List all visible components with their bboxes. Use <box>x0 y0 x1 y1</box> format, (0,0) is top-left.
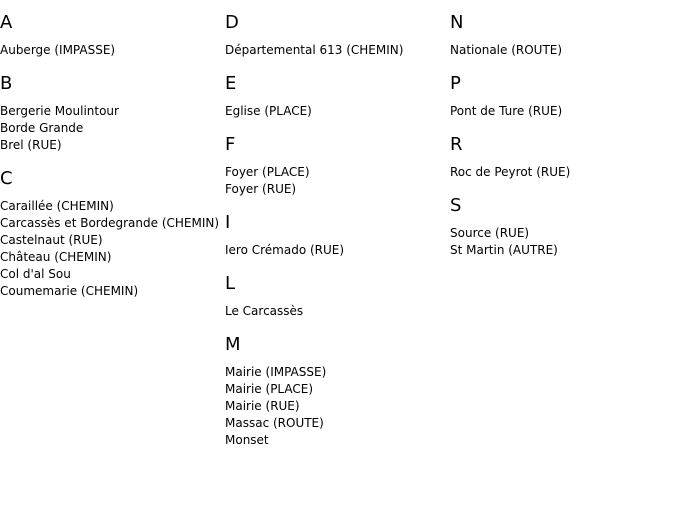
street-list <box>225 364 447 449</box>
street-item <box>450 164 672 181</box>
street-list <box>0 42 222 59</box>
street-link[interactable]: Coumemarie (CHEMIN) <box>0 284 139 298</box>
letter-heading: L <box>225 273 236 294</box>
street-item <box>450 103 672 120</box>
street-item <box>0 198 222 215</box>
letter-group <box>225 12 447 59</box>
letter-group <box>225 212 447 259</box>
letter-heading: E <box>225 73 237 94</box>
street-link[interactable]: St Martin (AUTRE) <box>450 243 558 257</box>
street-link[interactable]: Source (RUE) <box>450 226 530 240</box>
street-item <box>225 303 447 320</box>
street-item <box>225 42 447 59</box>
street-link[interactable]: Massac (ROUTE) <box>225 416 324 430</box>
street-link[interactable]: Col d'al Sou <box>0 267 71 281</box>
street-item <box>0 249 222 266</box>
street-link[interactable]: Roc de Peyrot (RUE) <box>450 165 571 179</box>
street-item <box>450 42 672 59</box>
street-link[interactable]: Iero Crémado (RUE) <box>225 243 345 257</box>
street-list <box>450 42 672 59</box>
letter-group <box>450 195 672 259</box>
letter-group <box>225 73 447 120</box>
letter-group <box>225 134 447 198</box>
letter-heading: N <box>450 12 464 33</box>
street-item <box>225 364 447 381</box>
street-list <box>225 164 447 198</box>
street-link[interactable]: Château (CHEMIN) <box>0 250 112 264</box>
street-link[interactable]: Mairie (IMPASSE) <box>225 365 327 379</box>
street-list <box>225 42 447 59</box>
street-list <box>450 225 672 259</box>
street-item <box>450 225 672 242</box>
letter-heading: M <box>225 334 241 355</box>
letter-heading: A <box>0 12 13 33</box>
street-item <box>0 137 222 154</box>
index-column <box>0 12 222 314</box>
street-item <box>0 215 222 232</box>
index-column <box>225 12 447 463</box>
street-link[interactable]: Nationale (ROUTE) <box>450 43 563 57</box>
street-list <box>450 103 672 120</box>
street-link[interactable]: Eglise (PLACE) <box>225 104 312 118</box>
letter-group <box>225 334 447 449</box>
street-item <box>225 164 447 181</box>
street-link[interactable]: Foyer (RUE) <box>225 182 297 196</box>
street-item <box>225 103 447 120</box>
street-item <box>225 242 447 259</box>
street-link[interactable]: Castelnaut (RUE) <box>0 233 103 247</box>
street-link[interactable]: Foyer (PLACE) <box>225 165 310 179</box>
street-item <box>0 283 222 300</box>
letter-group <box>450 12 672 59</box>
letter-heading: I <box>225 212 231 233</box>
street-list <box>225 242 447 259</box>
street-item <box>225 381 447 398</box>
letter-heading: S <box>450 195 462 216</box>
street-item <box>225 398 447 415</box>
letter-group <box>0 73 222 154</box>
street-item <box>0 266 222 283</box>
street-link[interactable]: Brel (RUE) <box>0 138 62 152</box>
street-list <box>0 103 222 154</box>
street-item <box>0 120 222 137</box>
letter-group <box>450 134 672 181</box>
street-link[interactable]: Mairie (RUE) <box>225 399 300 413</box>
street-list <box>225 103 447 120</box>
letter-group <box>0 12 222 59</box>
street-item <box>0 232 222 249</box>
street-list <box>0 198 222 300</box>
street-link[interactable]: Auberge (IMPASSE) <box>0 43 116 57</box>
street-list <box>450 164 672 181</box>
letter-heading: R <box>450 134 463 155</box>
letter-heading: F <box>225 134 236 155</box>
letter-heading: P <box>450 73 461 94</box>
street-list <box>225 303 447 320</box>
letter-group <box>450 73 672 120</box>
street-item <box>225 432 447 449</box>
letter-heading: B <box>0 73 13 94</box>
street-link[interactable]: Pont de Ture (RUE) <box>450 104 563 118</box>
street-link[interactable]: Monset <box>225 433 269 447</box>
street-link[interactable]: Bergerie Moulintour <box>0 104 119 118</box>
letter-group <box>225 273 447 320</box>
street-item <box>0 42 222 59</box>
street-item <box>225 181 447 198</box>
index-column <box>450 12 672 273</box>
street-item <box>0 103 222 120</box>
street-link[interactable]: Caraillée (CHEMIN) <box>0 199 114 213</box>
street-link[interactable]: Carcassès et Bordegrande (CHEMIN) <box>0 216 220 230</box>
street-link[interactable]: Mairie (PLACE) <box>225 382 314 396</box>
street-item <box>225 415 447 432</box>
letter-heading: D <box>225 12 239 33</box>
letter-group <box>0 168 222 300</box>
letter-heading: C <box>0 168 13 189</box>
street-link[interactable]: Borde Grande <box>0 121 84 135</box>
street-item <box>450 242 672 259</box>
street-link[interactable]: Le Carcassès <box>225 304 304 318</box>
street-link[interactable]: Départemental 613 (CHEMIN) <box>225 43 404 57</box>
